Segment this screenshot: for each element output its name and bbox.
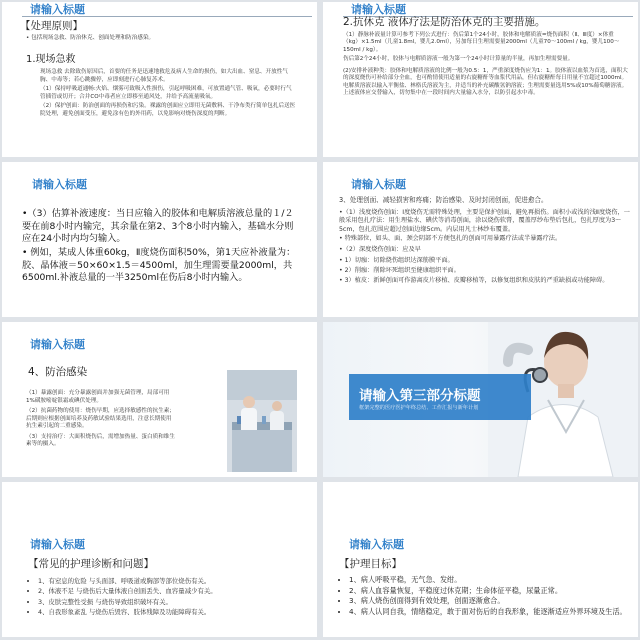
slide-title: 请输入标题 xyxy=(351,3,406,16)
slide-title: 请输入标题 xyxy=(30,3,85,16)
slide-8[interactable] xyxy=(323,482,638,637)
bullet-text: •（1）浅度烧伤创面：Ⅰ度烧伤无需特殊处理，主要是保护创面，避免再损伤。面积小或浅的浅Ⅱ度烧伤，一般采用包扎疗法：用生理盐水、碘伏等消毒创面，涂以烧伤软膏，覆盖厚纱布垫后包扎，包扎厚度为3～5cm，包扎范围应超过创面边缘5cm。内层用凡士林纱布覆盖。 xyxy=(339,208,630,233)
slide-heading: 【处理原则】 xyxy=(20,20,83,32)
lab-workers-photo xyxy=(227,370,297,472)
list-item: • 2、病人血容量恢复，平稳度过休克期；生命体征平稳，尿量正常。 xyxy=(349,586,628,596)
section-subtitle: 框架完整的医疗医护年终总结、工作汇报与新年计划 xyxy=(359,405,479,411)
paragraph: （2）抗菌药物的使用：烧伤早期，应选择敏感性的抗生素；后期则应根据创面培养及药敏试验结果选用，注意长期使用抗生素引起的二重感染。 xyxy=(26,408,175,430)
slide-7[interactable] xyxy=(2,482,317,637)
slide-title: 请输入标题 xyxy=(32,178,87,191)
slide-3[interactable] xyxy=(2,162,317,317)
paragraph: （1）静脉补液量计算可参考下列公式进行：伤后第1个24小时，胶体和电解质液=烧伤面积（Ⅱ、Ⅲ度）×体重（kg）×1.5ml（儿童1.8ml，婴儿2.0ml），另加每日生理需要量2000ml（儿童70～100ml / kg，婴儿100～150ml / kg）。 xyxy=(343,31,620,53)
list-item: • 2、体液不足 与烧伤后大量体液自创面丢失、血容量减少有关。 xyxy=(38,587,307,597)
section-band xyxy=(349,374,531,420)
slide-heading: 4、防治感染 xyxy=(28,366,88,378)
slide-title: 请输入标题 xyxy=(349,538,404,551)
intro-text: • 包括现场急救、防治休克、创面处理和防治感染。 xyxy=(26,34,155,41)
section-title: 请输入第三部分标题 xyxy=(359,388,481,404)
slide-title: 请输入标题 xyxy=(30,338,85,351)
bullet-text: •（2）深度烧伤创面：应及早 xyxy=(339,246,421,254)
bullet-text: • 2）削痂：削除坏死组织至健康组织平面。 xyxy=(339,267,460,275)
list-item: • 3、病人烧伤创面得到有效处理，创面逐渐愈合。 xyxy=(349,596,628,606)
title-divider xyxy=(22,16,312,17)
slide-4[interactable] xyxy=(323,162,638,317)
slide-title: 请输入标题 xyxy=(30,538,85,551)
bullet-text: • 3）植皮：新鲜创面可作游离皮片移植、皮瓣移植等，以修复组织和皮肤的严重缺损或功能障碍。 xyxy=(339,277,609,285)
slide-5[interactable] xyxy=(2,322,317,477)
bullet-text: • 特殊部位，如头、面、颈会阴部不方便包扎的创面可用暴露疗法或半暴露疗法。 xyxy=(339,234,562,242)
nursing-diagnosis-list xyxy=(28,577,307,618)
slide-6-section-cover[interactable] xyxy=(323,322,638,477)
nursing-goals-list xyxy=(339,575,628,618)
slide-1[interactable] xyxy=(2,2,317,157)
paragraph: (2)安排补液种类：胶体和电解质溶液的比例一般为0.5：1，严重深度烧伤应为1：1。胶体液以血浆为首选，面积大的深度烧伤可补给部分全血，也可酌情使用适量的右旋糖酐等血浆代用品，但右旋糖酐每日用量不宜超过1000ml。电解质溶液以输入平衡盐、林格氏溶液为主，并适当的补充碳酸氢钠溶液；生理需要量选用5%或10%葡萄糖溶液。上述液体应交替输入，切勿集中在一段时间内大量输入水分，以防引起水中毒。 xyxy=(343,67,628,97)
list-item: • 4、自我形象紊乱 与烧伤后毁容、肢体残障及功能障碍有关。 xyxy=(38,608,307,618)
paragraph: 伤后第2个24小时，胶体与电解质溶液一般为第一个24小时计算量的半量，再加生理需要量。 xyxy=(343,56,574,63)
list-item: • 4、病人认同自我，情绪稳定，敢于面对伤后的自我形象，能逐渐适应外界环境及生活。 xyxy=(349,607,628,617)
paragraph: （2）保护创面：防治创面的再损伤和污染。裸露的创面应立即用无菌敷料、干净布类行简单包扎后送医院处理，避免创面受压，避免涂有色的外用药，以免影响对烧伤深度的判断。 xyxy=(40,103,296,117)
infection-text-box xyxy=(26,390,176,462)
slide-2[interactable] xyxy=(323,2,638,157)
slide-heading: 【常见的护理诊断和问题】 xyxy=(28,558,154,570)
subheading: 1.现场急救 xyxy=(26,54,76,66)
bullet-text: • 例如，某成人体重60kg，Ⅱ度烧伤面积50%，第1天应补液量为：胶、晶体液＝50×60×1.5＝4500ml，加生理需要量2000ml，共6500ml.补液总量的一半3250ml在伤后8小时内输入。 xyxy=(22,247,296,284)
bullet-text: •（3）估算补液速度：当日应输入的胶体和电解质溶液总量的１/２要在前8小时内输完，其余量在第2、3个8小时内输入，基础水分则应在24小时内均匀输入。 xyxy=(22,208,294,245)
paragraph: （1）暴露创面：充分暴露创面并加强无菌管理，局部可用1%磺胺嘧啶银霜或碘伏处理。 xyxy=(26,390,170,404)
list-item: • 1、有窒息的危险 与头面部、呼吸道或胸部等部位烧伤有关。 xyxy=(38,577,307,587)
list-item: • 1、病人呼吸平稳，无气急、发绀。 xyxy=(349,575,628,585)
slide-heading: 【护理目标】 xyxy=(339,558,402,570)
slide-title: 请输入标题 xyxy=(351,178,406,191)
list-item: • 3、皮肤完整性受损 与烧伤导致组织破坏有关。 xyxy=(38,598,307,608)
paragraph: 现场急救 去除致伤原因后，首要的任务是迅速地救危及病人生命的损伤，如大出血、窒息、开放性气胸、中毒等；若心跳骤停，应即刻进行心肺复苏术。 xyxy=(40,69,288,83)
paragraph: （1）保持呼吸道通畅:火焰、烟雾可致吸入性损伤，引起呼吸困难，可放置通气管、吸氧，必要时行气管插管或切开；合并CO中毒者应立即移至通风处，并给予高流量吸氧。 xyxy=(40,86,292,100)
intro-text: 3、处理创面、减轻损害和疼痛；防治感染、及时封闭创面，促进愈合。 xyxy=(339,196,548,204)
slide-heading: 2.抗休克 液体疗法是防治休克的主要措施。 xyxy=(343,16,546,28)
paragraph: （3）支持治疗：大面积烧伤后，需增加热量、蛋白质和维生素等的摄入。 xyxy=(26,433,175,448)
bullet-text: • 1）切痂：切除烧伤组织达深筋膜平面。 xyxy=(339,256,454,264)
